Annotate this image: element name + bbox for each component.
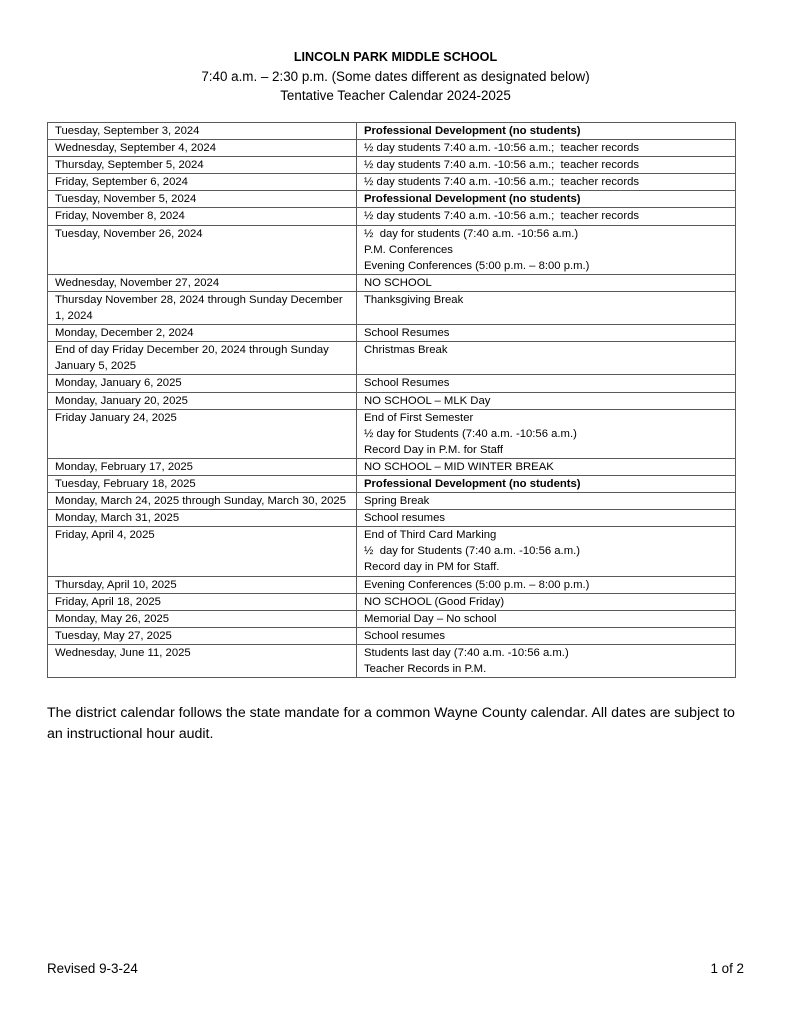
table-row	[48, 191, 736, 208]
table-row	[48, 375, 736, 392]
event-line: ½ day students 7:40 a.m. -10:56 a.m.; teacher records	[364, 176, 640, 189]
date-cell: Friday, September 6, 2024	[48, 174, 357, 191]
event-cell	[357, 208, 736, 225]
table-row	[48, 644, 736, 677]
event-line: Professional Development (no students)	[364, 193, 581, 206]
table-row	[48, 627, 736, 644]
event-line: School resumes	[364, 512, 445, 525]
date-cell: Monday, March 31, 2025	[48, 510, 357, 527]
table-row	[48, 409, 736, 458]
date-cell: Monday, February 17, 2025	[48, 458, 357, 475]
table-row	[48, 225, 736, 274]
table-row	[48, 174, 736, 191]
event-line: NO SCHOOL – MID WINTER BREAK	[364, 460, 554, 473]
event-cell	[357, 644, 736, 677]
event-cell	[357, 458, 736, 475]
event-line: Record Day in P.M. for Staff	[364, 443, 503, 456]
revised-date: Revised 9-3-24	[47, 961, 138, 976]
event-line: NO SCHOOL (Good Friday)	[364, 595, 505, 608]
event-cell	[357, 325, 736, 342]
date-cell: Thursday, September 5, 2024	[48, 157, 357, 174]
school-name: LINCOLN PARK MIDDLE SCHOOL	[293, 50, 498, 64]
event-line: NO SCHOOL	[364, 276, 432, 289]
event-line: P.M. Conferences	[364, 243, 453, 256]
event-line: ½ day students 7:40 a.m. -10:56 a.m.; teacher records	[364, 159, 640, 172]
date-cell: Friday, April 4, 2025	[48, 527, 357, 576]
event-line: ½ day for Students (7:40 a.m. -10:56 a.m.)	[364, 545, 581, 558]
date-cell: Monday, March 24, 2025 through Sunday, March 30, 2025	[48, 493, 357, 510]
date-cell: Monday, January 20, 2025	[48, 392, 357, 409]
table-row	[48, 123, 736, 140]
date-cell: Wednesday, September 4, 2024	[48, 140, 357, 157]
event-cell	[357, 342, 736, 375]
event-cell	[357, 392, 736, 409]
event-cell	[357, 123, 736, 140]
date-cell: Monday, January 6, 2025	[48, 375, 357, 392]
event-line: ½ day students 7:40 a.m. -10:56 a.m.; teacher records	[364, 210, 640, 223]
event-line: Professional Development (no students)	[364, 477, 581, 490]
event-cell	[357, 627, 736, 644]
event-line: Teacher Records in P.M.	[364, 663, 487, 675]
event-cell	[357, 475, 736, 492]
table-row	[48, 274, 736, 291]
date-cell: Tuesday, November 5, 2024	[48, 191, 357, 208]
date-cell: Tuesday, September 3, 2024	[48, 123, 357, 140]
event-cell	[357, 225, 736, 274]
event-cell	[357, 174, 736, 191]
calendar-table-body	[48, 123, 736, 678]
event-cell	[357, 291, 736, 324]
event-line: Thanksgiving Break	[364, 293, 464, 306]
table-row	[48, 325, 736, 342]
table-row	[48, 576, 736, 593]
event-line: Memorial Day – No school	[364, 612, 497, 625]
table-row	[48, 593, 736, 610]
event-line: End of Third Card Marking	[364, 529, 497, 542]
event-line: End of First Semester	[364, 411, 474, 424]
date-cell: Friday January 24, 2025	[48, 409, 357, 458]
date-cell: Wednesday, November 27, 2024	[48, 274, 357, 291]
district-note: The district calendar follows the state mandate for a common Wayne County calendar. All dates are subject to an instructional hour audit.	[47, 705, 735, 742]
table-row	[48, 291, 736, 324]
table-row	[48, 610, 736, 627]
event-line: ½ day students 7:40 a.m. -10:56 a.m.; teacher records	[364, 142, 640, 155]
table-row	[48, 208, 736, 225]
event-cell	[357, 274, 736, 291]
event-cell	[357, 493, 736, 510]
event-cell	[357, 510, 736, 527]
event-line: Evening Conferences (5:00 p.m. – 8:00 p.m.)	[364, 259, 590, 272]
event-cell	[357, 593, 736, 610]
event-line: Record day in PM for Staff.	[364, 561, 500, 574]
date-cell: Tuesday, February 18, 2025	[48, 475, 357, 492]
date-cell: Wednesday, June 11, 2025	[48, 644, 357, 677]
event-line: NO SCHOOL – MLK Day	[364, 394, 491, 407]
event-cell	[357, 191, 736, 208]
date-cell: Tuesday, November 26, 2024	[48, 225, 357, 274]
event-cell	[357, 527, 736, 576]
event-line: Students last day (7:40 a.m. -10:56 a.m.)	[364, 646, 569, 659]
date-cell: Tuesday, May 27, 2025	[48, 627, 357, 644]
event-cell	[357, 409, 736, 458]
event-line: School Resumes	[364, 377, 450, 390]
page-number: 1 of 2	[710, 961, 744, 976]
event-cell	[357, 375, 736, 392]
event-line: Professional Development (no students)	[364, 125, 581, 137]
table-row	[48, 458, 736, 475]
table-row	[48, 510, 736, 527]
event-line: School Resumes	[364, 327, 450, 340]
table-row	[48, 493, 736, 510]
event-cell	[357, 157, 736, 174]
table-row	[48, 140, 736, 157]
event-line: Christmas Break	[364, 344, 448, 357]
event-line: Spring Break	[364, 495, 430, 508]
school-hours: 7:40 a.m. – 2:30 p.m. (Some dates different as designated below)	[201, 69, 590, 84]
event-cell	[357, 576, 736, 593]
event-line: ½ day for students (7:40 a.m. -10:56 a.m.)	[364, 227, 579, 240]
date-cell: Friday, November 8, 2024	[48, 208, 357, 225]
table-row	[48, 392, 736, 409]
table-row	[48, 342, 736, 375]
event-cell	[357, 610, 736, 627]
date-cell: Monday, May 26, 2025	[48, 610, 357, 627]
document-header	[0, 48, 791, 105]
event-line: School resumes	[364, 629, 445, 642]
table-row	[48, 475, 736, 492]
date-cell: End of day Friday December 20, 2024 through Sunday January 5, 2025	[48, 342, 357, 375]
calendar-subtitle: Tentative Teacher Calendar 2024-2025	[280, 88, 511, 103]
date-cell: Thursday, April 10, 2025	[48, 576, 357, 593]
date-cell: Thursday November 28, 2024 through Sunday December 1, 2024	[48, 291, 357, 324]
table-row	[48, 527, 736, 576]
date-cell: Monday, December 2, 2024	[48, 325, 357, 342]
calendar-table	[47, 122, 736, 678]
table-row	[48, 157, 736, 174]
event-line: ½ day for Students (7:40 a.m. -10:56 a.m.)	[364, 427, 577, 440]
date-cell: Friday, April 18, 2025	[48, 593, 357, 610]
event-cell	[357, 140, 736, 157]
event-line: Evening Conferences (5:00 p.m. – 8:00 p.m.)	[364, 578, 590, 591]
